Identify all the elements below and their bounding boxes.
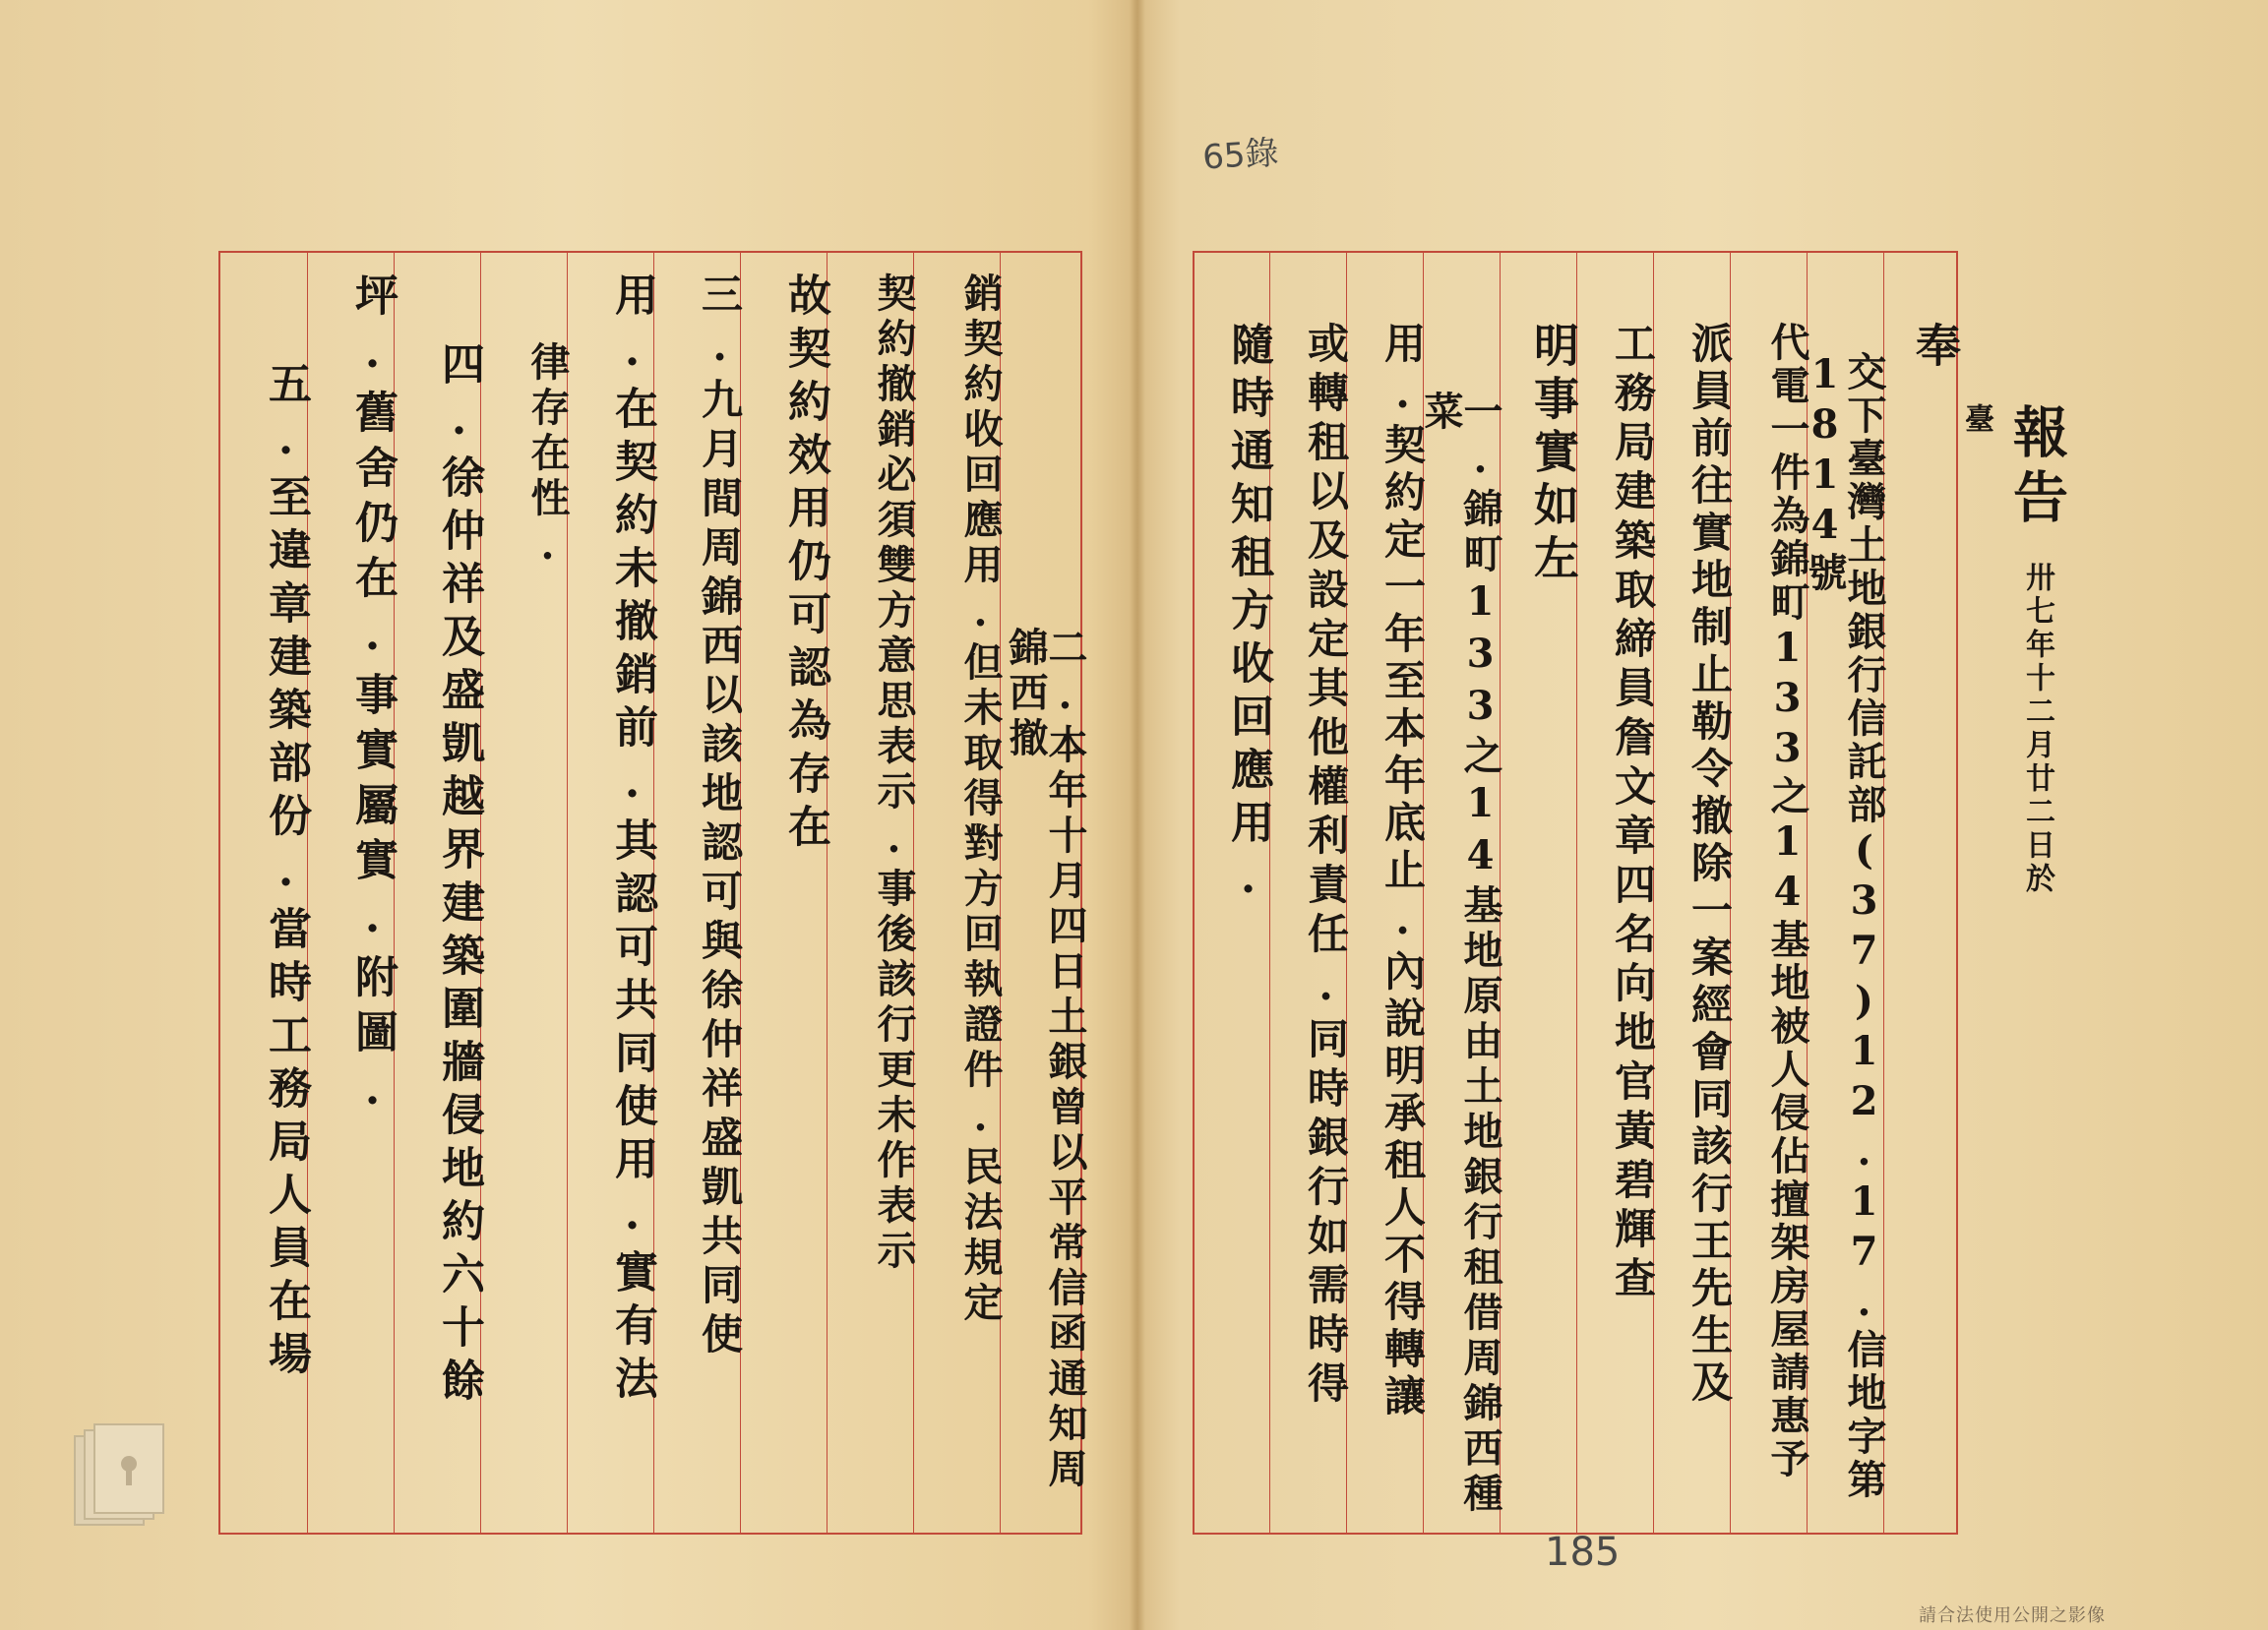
page-number-bottom: 185: [1545, 1530, 1621, 1575]
text-column: 隨時通知租方收回應用.: [1223, 322, 1273, 913]
report-date: 卅七年十二月廿二日於臺: [1959, 403, 2054, 896]
text-column: 二.本年十月四日土銀曾以平常信函通知周錦西撤: [1003, 627, 1088, 1493]
left-page-frame: [218, 251, 1088, 1535]
text-column: 交下臺灣土地銀行信託部(37)12.17.信地字第1814號: [1802, 351, 1887, 1502]
text-column: 三.九月間周錦西以該地認可與徐仲祥盛凱共同使: [696, 272, 744, 1361]
text-column: 派員前往實地制止勒令撤除一案經會同該行王先生及: [1686, 322, 1734, 1408]
text-column: 工務局建築取締員詹文章四名向地官黃碧輝查: [1609, 322, 1657, 1305]
center-fold: [1130, 0, 1145, 1630]
text-column: 代電一件為錦町133之14基地被人侵佔擅架房屋請惠予: [1764, 322, 1810, 1481]
report-header: [1959, 403, 2076, 915]
right-page-frame: [1193, 251, 1962, 1535]
text-column: 用.契約定一年至本年底止.內說明承租人不得轉讓: [1379, 322, 1427, 1421]
text-column: 契約撤銷必須雙方意思表示.事後該行更未作表示: [871, 272, 917, 1275]
text-column: 一.錦町133之14基地原由土地銀行租借周錦西種菜: [1418, 391, 1503, 1518]
text-column: 五.至違章建築部份.當時工務局人員在場: [261, 361, 311, 1384]
page-number-top: 65錄: [1200, 133, 1280, 178]
archive-book-icon: [57, 1417, 175, 1535]
text-column: 明事實如左: [1527, 322, 1580, 587]
text-column: 銷契約收回應用.但未取得對方回執證件.民法規定: [957, 272, 1004, 1327]
text-column: 律存在性.: [524, 341, 571, 574]
text-column: 用.在契約未撤銷前.其認可共同使用.實有法: [607, 272, 657, 1409]
text-column: 或轉租以及設定其他權利責任.同時銀行如需時得: [1302, 322, 1350, 1411]
text-column: 奉: [1909, 322, 1962, 375]
text-column: 坪.舊舍仍在.事實屬實.附圖.: [347, 272, 398, 1126]
text-column: 故契約效用仍可認為存在: [780, 272, 830, 857]
report-title: 報告: [2004, 403, 2069, 533]
usage-watermark: 請合法使用公開之影像: [1919, 1605, 2106, 1626]
text-column: 四.徐仲祥及盛凱越界建築圍牆侵地約六十餘: [434, 341, 484, 1411]
